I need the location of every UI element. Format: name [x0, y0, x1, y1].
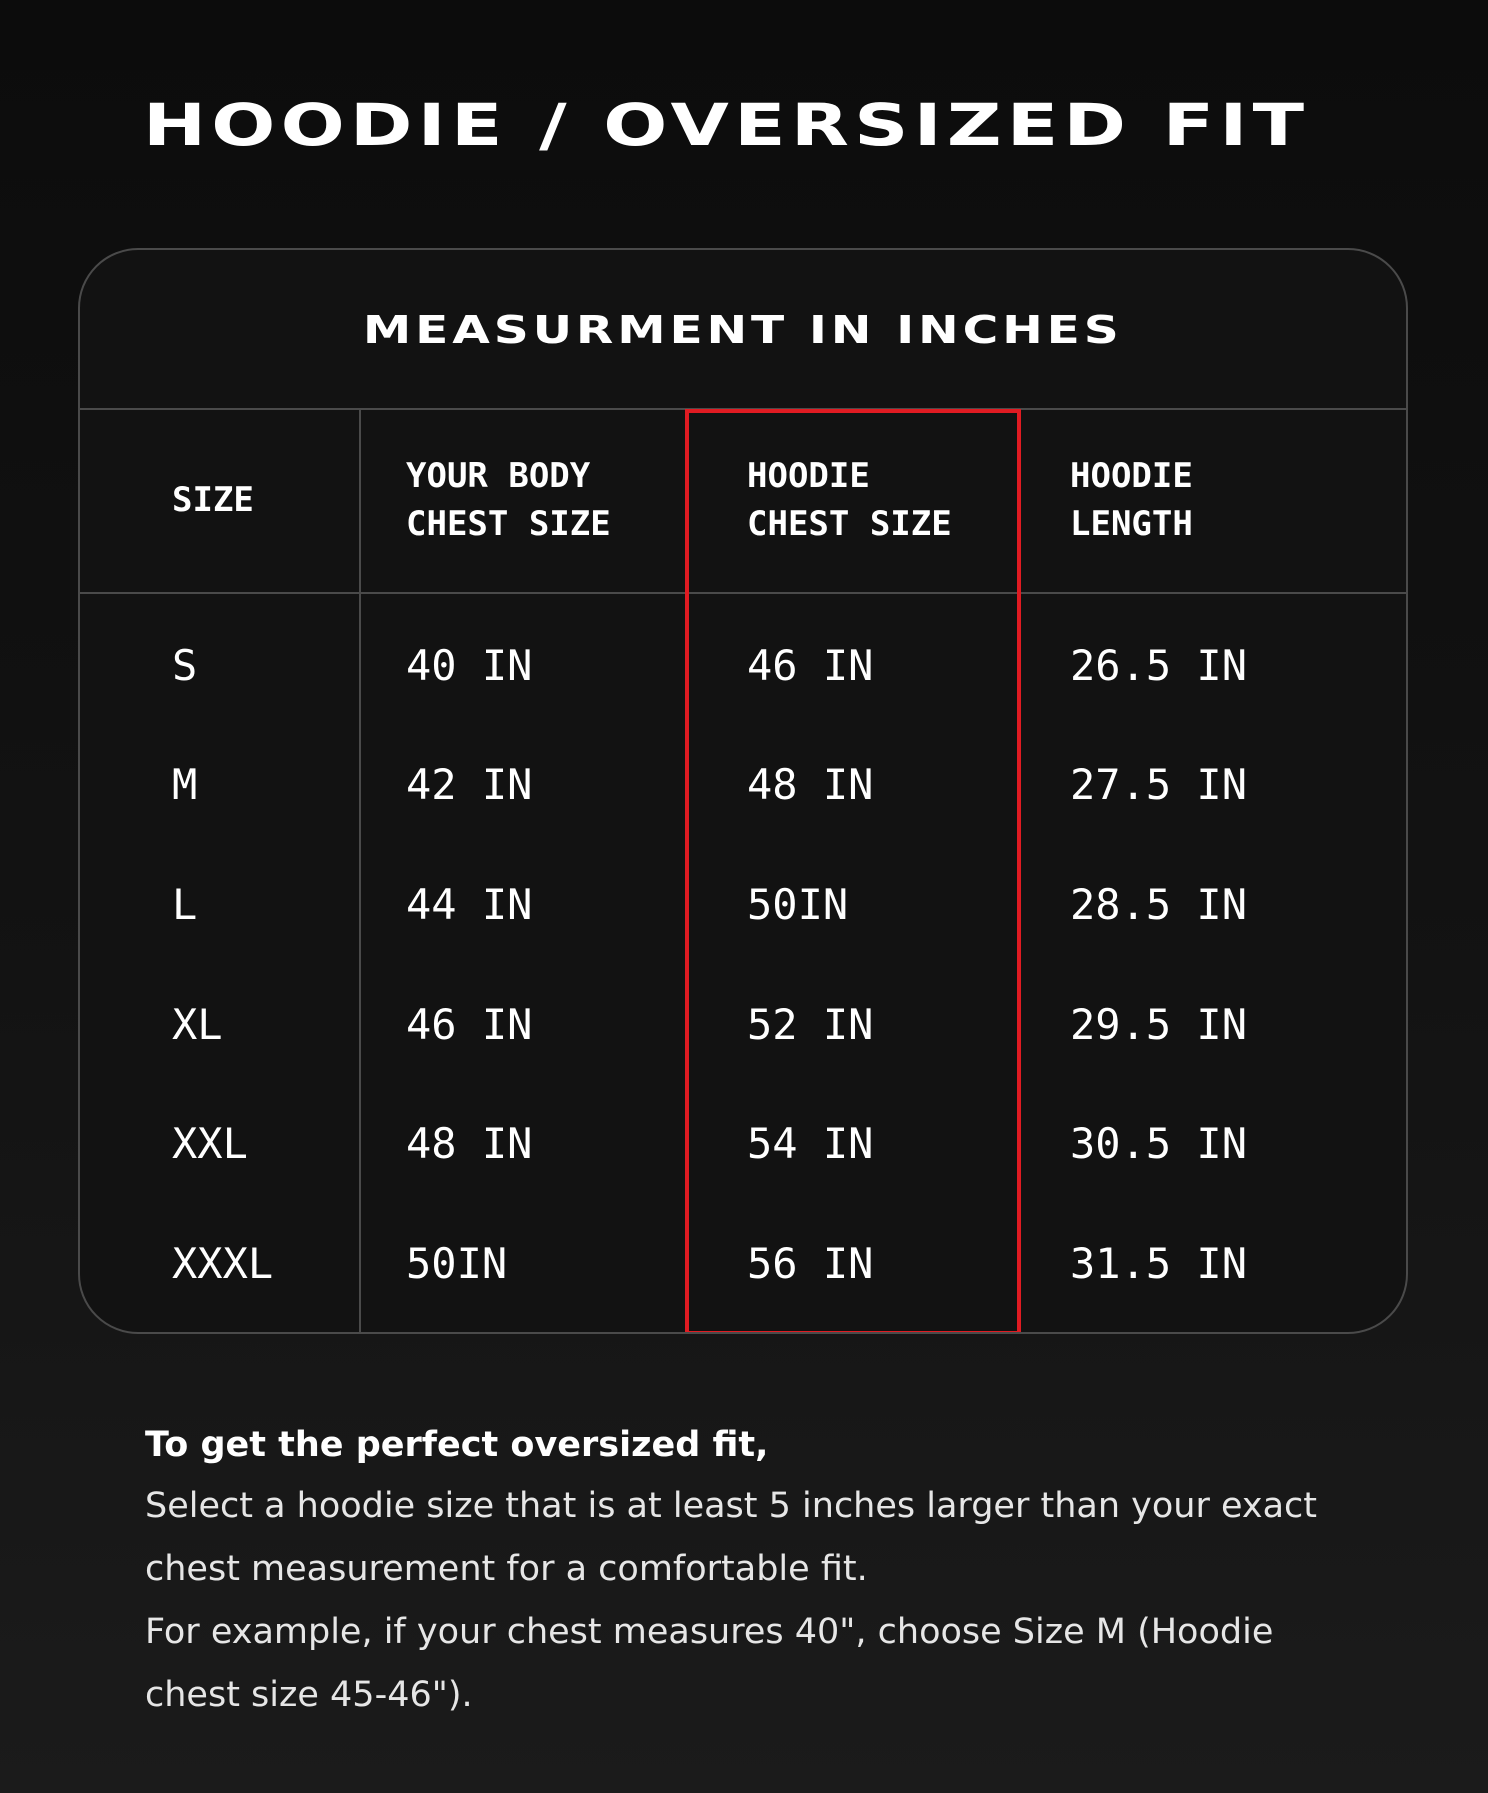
- body-chest-cell: 48 IN: [406, 1119, 533, 1168]
- fit-note-line: chest size 45-46").: [145, 1675, 473, 1715]
- column-header-size: [172, 476, 254, 524]
- body-chest-cell: 42 IN: [406, 760, 533, 809]
- hoodie-length-cell: 30.5 IN: [1070, 1119, 1248, 1168]
- body-chest-cell: 40 IN: [406, 641, 533, 690]
- hoodie-length-cell: 29.5 IN: [1070, 1000, 1248, 1049]
- fit-note-lead: To get the perfect oversized fit,: [145, 1425, 769, 1465]
- column-header-line: CHEST SIZE: [406, 504, 611, 544]
- column-header-line: SIZE: [172, 480, 254, 520]
- column-header-line: YOUR BODY: [406, 456, 591, 496]
- column-header-hoodie-length: [1070, 452, 1193, 548]
- heading-divider: [80, 408, 1406, 410]
- header-row-divider: [80, 592, 1406, 594]
- size-cell: S: [172, 641, 198, 690]
- hoodie-chest-cell: 46 IN: [747, 641, 874, 690]
- fit-note-line: chest measurement for a comfortable fit.: [145, 1549, 868, 1589]
- column-divider: [359, 409, 361, 1334]
- size-cell: L: [172, 880, 198, 929]
- hoodie-chest-cell: 54 IN: [747, 1119, 874, 1168]
- hoodie-chest-cell: 50IN: [747, 880, 849, 929]
- hoodie-length-cell: 27.5 IN: [1070, 760, 1248, 809]
- hoodie-length-cell: 31.5 IN: [1070, 1239, 1248, 1288]
- fit-note: [145, 1415, 1365, 1727]
- size-cell: XXL: [172, 1119, 248, 1168]
- hoodie-chest-cell: 48 IN: [747, 760, 874, 809]
- table-heading: [80, 250, 1406, 410]
- hoodie-chest-cell: 52 IN: [747, 1000, 874, 1049]
- hoodie-length-cell: 28.5 IN: [1070, 880, 1248, 929]
- column-header-hoodie-chest: [747, 452, 952, 548]
- column-header-line: HOODIE: [1070, 456, 1193, 496]
- hoodie-length-cell: 26.5 IN: [1070, 641, 1248, 690]
- fit-note-line: Select a hoodie size that is at least 5 inches larger than your exact: [145, 1486, 1318, 1526]
- column-header-body-chest: [406, 452, 611, 548]
- size-cell: M: [172, 760, 198, 809]
- size-cell: XL: [172, 1000, 223, 1049]
- fit-note-line: For example, if your chest measures 40", choose Size M (Hoodie: [145, 1612, 1274, 1652]
- size-cell: XXXL: [172, 1239, 274, 1288]
- column-header-line: HOODIE: [747, 456, 870, 496]
- column-header-line: CHEST SIZE: [747, 504, 952, 544]
- body-chest-cell: 46 IN: [406, 1000, 533, 1049]
- body-chest-cell: 50IN: [406, 1239, 508, 1288]
- column-header-line: LENGTH: [1070, 504, 1193, 544]
- size-chart-card: [78, 248, 1408, 1334]
- hoodie-chest-cell: 56 IN: [747, 1239, 874, 1288]
- table-heading-text: MEASURMENT IN INCHES: [363, 308, 1123, 352]
- page-title: HOODIE / OVERSIZED FIT: [143, 91, 1310, 159]
- body-chest-cell: 44 IN: [406, 880, 533, 929]
